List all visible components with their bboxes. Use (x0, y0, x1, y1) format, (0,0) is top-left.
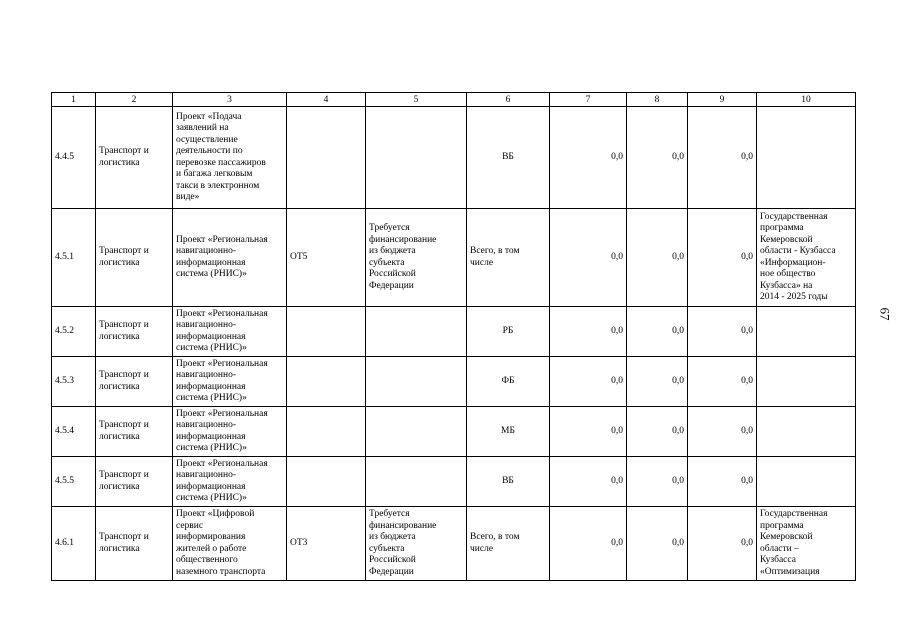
table-row (52, 307, 856, 357)
table-row (52, 507, 856, 581)
row-source: РБ (502, 325, 514, 336)
row-code: 4.6.1 (52, 507, 96, 581)
column-header: 1 (52, 93, 96, 107)
row-program: Государственная программа Кемеровской области – Кузбасса «Оптимизация (760, 509, 828, 577)
row-value-9: 0,0 (688, 507, 757, 581)
row-code: 4.5.1 (52, 209, 96, 307)
column-header: 2 (96, 93, 173, 107)
row-source: Всего, в том числе (470, 246, 520, 268)
row-target (287, 457, 366, 507)
row-project: Проект «Региональная навигационно- информационная система (РНИС)» (176, 408, 268, 453)
row-target (287, 407, 366, 457)
row-project: Проект «Подача заявлений на осуществление деятельности по перевозке пассажиров и багажа легковым такси в электронном виде» (176, 111, 266, 202)
row-value-8: 0,0 (627, 457, 688, 507)
column-header: 6 (467, 93, 550, 107)
row-source: ВБ (502, 151, 514, 162)
row-value-7: 0,0 (550, 209, 627, 307)
table-row (52, 107, 856, 209)
row-target (287, 107, 366, 209)
row-sector: Транспорт и логистика (99, 420, 149, 442)
row-note: Требуется финансирование из бюджета субъекта Российской Федерации (369, 223, 437, 291)
row-value-8: 0,0 (627, 357, 688, 407)
column-header: 10 (757, 93, 856, 107)
row-sector: Транспорт и логистика (99, 246, 149, 268)
row-code: 4.4.5 (52, 107, 96, 209)
row-project: Проект «Региональная навигационно- информационная система (РНИС)» (176, 458, 268, 503)
row-project: Проект «Региональная навигационно- информационная система (РНИС)» (176, 358, 268, 403)
row-value-7: 0,0 (550, 107, 627, 209)
table-row (52, 209, 856, 307)
row-value-7: 0,0 (550, 357, 627, 407)
row-code: 4.5.4 (52, 407, 96, 457)
row-value-9: 0,0 (688, 307, 757, 357)
row-project: Проект «Региональная навигационно- информационная система (РНИС)» (176, 308, 268, 353)
column-header: 8 (627, 93, 688, 107)
row-value-9: 0,0 (688, 407, 757, 457)
row-sector: Транспорт и логистика (99, 532, 149, 554)
row-program: Государственная программа Кемеровской области - Кузбасса «Информацион- ное общество Кузбасса» на 2014 - 2025 годы (760, 211, 836, 302)
column-header: 7 (550, 93, 627, 107)
row-value-8: 0,0 (627, 307, 688, 357)
program-table (51, 92, 856, 581)
row-value-8: 0,0 (627, 107, 688, 209)
row-value-8: 0,0 (627, 507, 688, 581)
row-sector: Транспорт и логистика (99, 370, 149, 392)
row-value-7: 0,0 (550, 507, 627, 581)
column-header: 4 (287, 93, 366, 107)
row-value-7: 0,0 (550, 457, 627, 507)
row-sector: Транспорт и логистика (99, 320, 149, 342)
row-value-9: 0,0 (688, 107, 757, 209)
page-number: 67 (877, 307, 893, 321)
row-source: ВБ (502, 475, 514, 486)
row-project: Проект «Региональная навигационно- информационная система (РНИС)» (176, 234, 268, 279)
row-code: 4.5.3 (52, 357, 96, 407)
row-target: ОТ5 (287, 209, 366, 307)
row-target (287, 357, 366, 407)
row-value-7: 0,0 (550, 307, 627, 357)
row-value-8: 0,0 (627, 407, 688, 457)
row-code: 4.5.5 (52, 457, 96, 507)
row-code: 4.5.2 (52, 307, 96, 357)
row-source: МБ (501, 425, 515, 436)
row-source: Всего, в том числе (470, 532, 520, 554)
column-header: 3 (173, 93, 287, 107)
row-value-9: 0,0 (688, 457, 757, 507)
row-value-9: 0,0 (688, 209, 757, 307)
row-sector: Транспорт и логистика (99, 146, 149, 168)
table-row (52, 407, 856, 457)
column-header: 9 (688, 93, 757, 107)
row-value-7: 0,0 (550, 407, 627, 457)
table-row (52, 457, 856, 507)
row-target: ОТ3 (287, 507, 366, 581)
column-header: 5 (366, 93, 467, 107)
row-project: Проект «Цифровой сервис информирования жителей о работе общественного наземного транспорта (176, 509, 266, 577)
row-value-9: 0,0 (688, 357, 757, 407)
row-sector: Транспорт и логистика (99, 470, 149, 492)
table-row (52, 357, 856, 407)
table-header-row (52, 93, 856, 107)
row-value-8: 0,0 (627, 209, 688, 307)
document-sheet (51, 92, 855, 581)
row-source: ФБ (501, 375, 515, 386)
row-target (287, 307, 366, 357)
row-note: Требуется финансирование из бюджета субъекта Российской Федерации (369, 509, 437, 577)
